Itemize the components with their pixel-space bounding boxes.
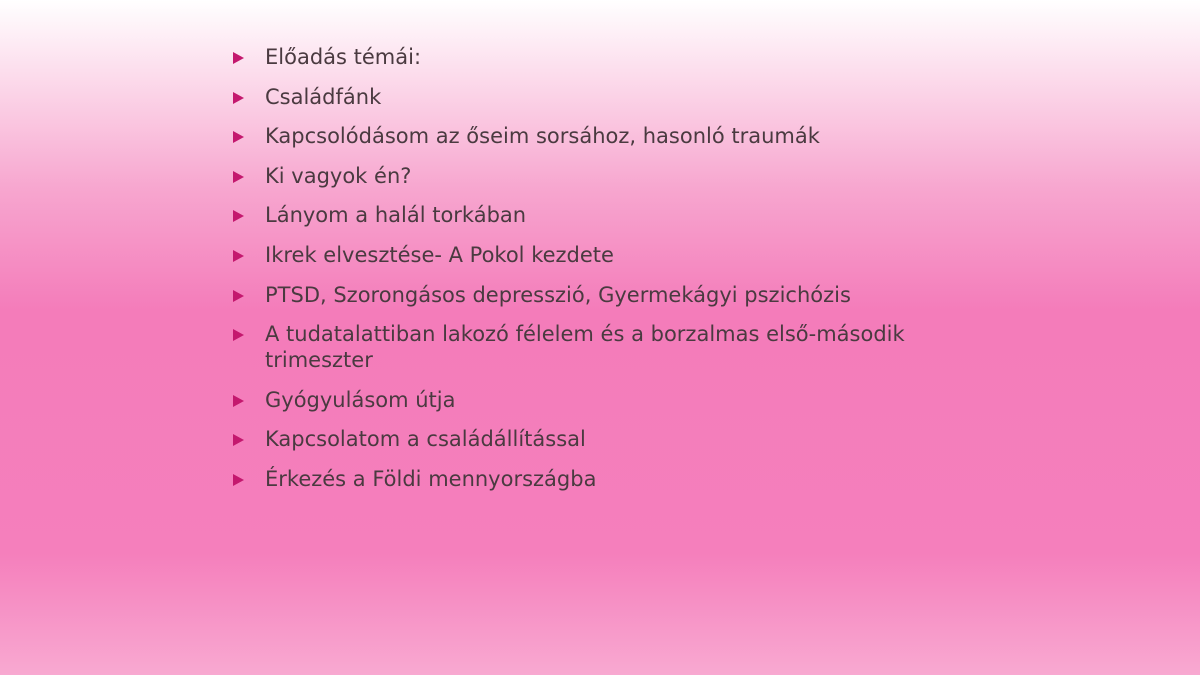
list-item-text: Kapcsolódásom az őseim sorsához, hasonló traumák [265,124,820,149]
list-item-text: Családfánk [265,84,382,109]
triangle-right-icon [233,131,244,143]
list-item-text: Előadás témái: [265,45,422,69]
list-item-text: Gyógyulásom útja [265,387,456,412]
list-item [233,387,953,413]
list-item-text: Érkezés a Földi mennyországba [265,466,597,491]
list-item [233,242,953,268]
triangle-right-icon [233,290,244,302]
triangle-right-icon [233,474,244,486]
list-item [233,426,953,452]
list-item-text: Kapcsolatom a családállítással [265,427,586,452]
list-item-text: Ikrek elvesztése- A Pokol kezdete [265,242,614,267]
triangle-right-icon [233,395,244,407]
list-item [233,123,953,149]
list-item [233,202,953,228]
triangle-right-icon [233,434,244,446]
triangle-right-icon [233,210,244,222]
list-item-text: A tudatalattiban lakozó félelem és a borzalmas első-második trimeszter [265,322,905,373]
list-item-text: Lányom a halál torkában [265,203,527,228]
topic-list [233,44,953,506]
list-item [233,282,953,308]
triangle-right-icon [233,329,244,341]
list-item [233,321,953,373]
list-item-text: PTSD, Szorongásos depresszió, Gyermekágyi pszichózis [265,282,851,307]
list-item [233,44,953,70]
list-item-text: Ki vagyok én? [265,163,412,188]
triangle-right-icon [233,92,244,104]
triangle-right-icon [233,171,244,183]
list-item [233,84,953,110]
list-item [233,466,953,492]
triangle-right-icon [233,52,244,64]
triangle-right-icon [233,250,244,262]
list-item [233,163,953,189]
